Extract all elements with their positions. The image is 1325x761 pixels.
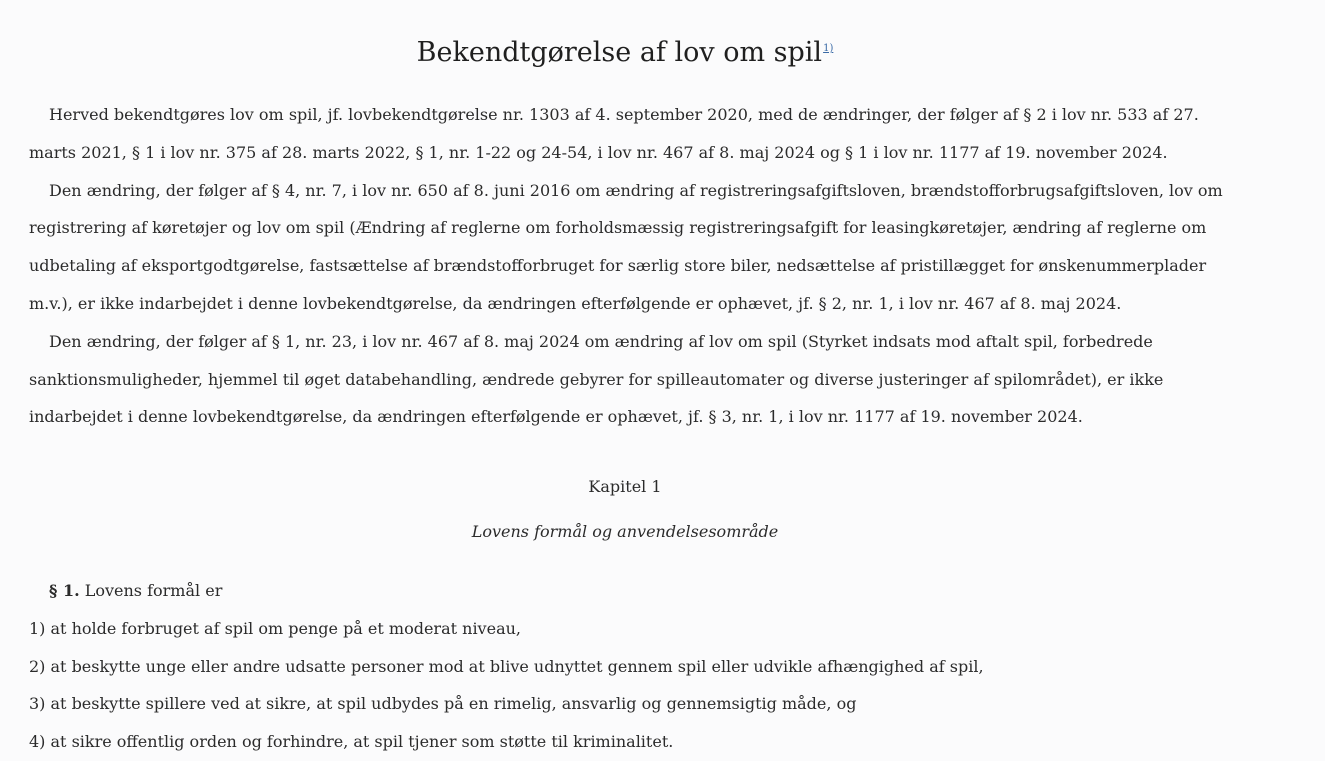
section-lead: [29, 572, 1239, 610]
footnote-reference: [823, 43, 833, 54]
section-lead-text: Lovens formål er: [84, 581, 223, 600]
document-title-text: Bekendtgørelse af lov om spil: [416, 37, 823, 68]
list-item: 4) at sikre offentlig orden og forhindre, at spil tjener som støtte til kriminalitet.: [29, 732, 674, 752]
chapter-heading: Kapitel 1: [588, 477, 662, 496]
footnote-link[interactable]: 1): [823, 43, 834, 54]
chapter-subtitle: Lovens formål og anvendelsesområde: [471, 522, 779, 541]
section-number: § 1.: [49, 581, 80, 600]
introduction: [29, 96, 1239, 436]
intro-paragraph: Den ændring, der følger af § 1, nr. 23, i lov nr. 467 af 8. maj 2024 om ændring af lov om spil (Styrket indsats mod aftalt spil, forbedrede sanktionsmuligheder, hjemmel til øget databehandling, ændrede gebyrer for spilleautomater og diverse justeringer af spilområdet), er ikke indarbejdet i denne lovbekendtgørelse, da ændringen efterfølgende er ophævet, jf. § 3, nr. 1, i lov nr. 1177 af 19. november 2024.: [29, 331, 1164, 427]
intro-paragraph: Herved bekendtgøres lov om spil, jf. lovbekendtgørelse nr. 1303 af 4. september 2020, med de ændringer, der følger af § 2 i lov nr. 533 af 27. marts 2021, § 1 i lov nr. 375 af 28. marts 2022, § 1, nr. 1-22 og 24-54, i lov nr. 467 af 8. maj 2024 og § 1 i lov nr. 1177 af 19. november 2024.: [29, 105, 1199, 162]
section-1: [29, 572, 1239, 761]
intro-paragraph: Den ændring, der følger af § 4, nr. 7, i lov nr. 650 af 8. juni 2016 om ændring af registreringsafgiftsloven, brændstofforbrugsafgiftsloven, lov om registrering af køretøjer og lov om spil (Ændring af reglerne om forholdsmæssig registreringsafgift for leasingkøretøjer, ændring af reglerne om udbetaling af eksportgodtgørelse, fastsættelse af brændstofforbruget for særlig store biler, nedsættelse af pristillægget for ønskenummerplader m.v.), er ikke indarbejdet i denne lovbekendtgørelse, da ændringen efterfølgende er ophævet, jf. § 2, nr. 1, i lov nr. 467 af 8. maj 2024.: [29, 180, 1223, 313]
list-item: 2) at beskytte unge eller andre udsatte personer mod at blive udnyttet gennem spil eller udvikle afhængighed af spil,: [29, 656, 984, 676]
document-title: [0, 30, 1250, 72]
list-item: 1) at holde forbruget af spil om penge på et moderat niveau,: [29, 618, 521, 638]
list-item: 3) at beskytte spillere ved at sikre, at spil udbydes på en rimelig, ansvarlig og gennemsigtig måde, og: [29, 694, 857, 714]
